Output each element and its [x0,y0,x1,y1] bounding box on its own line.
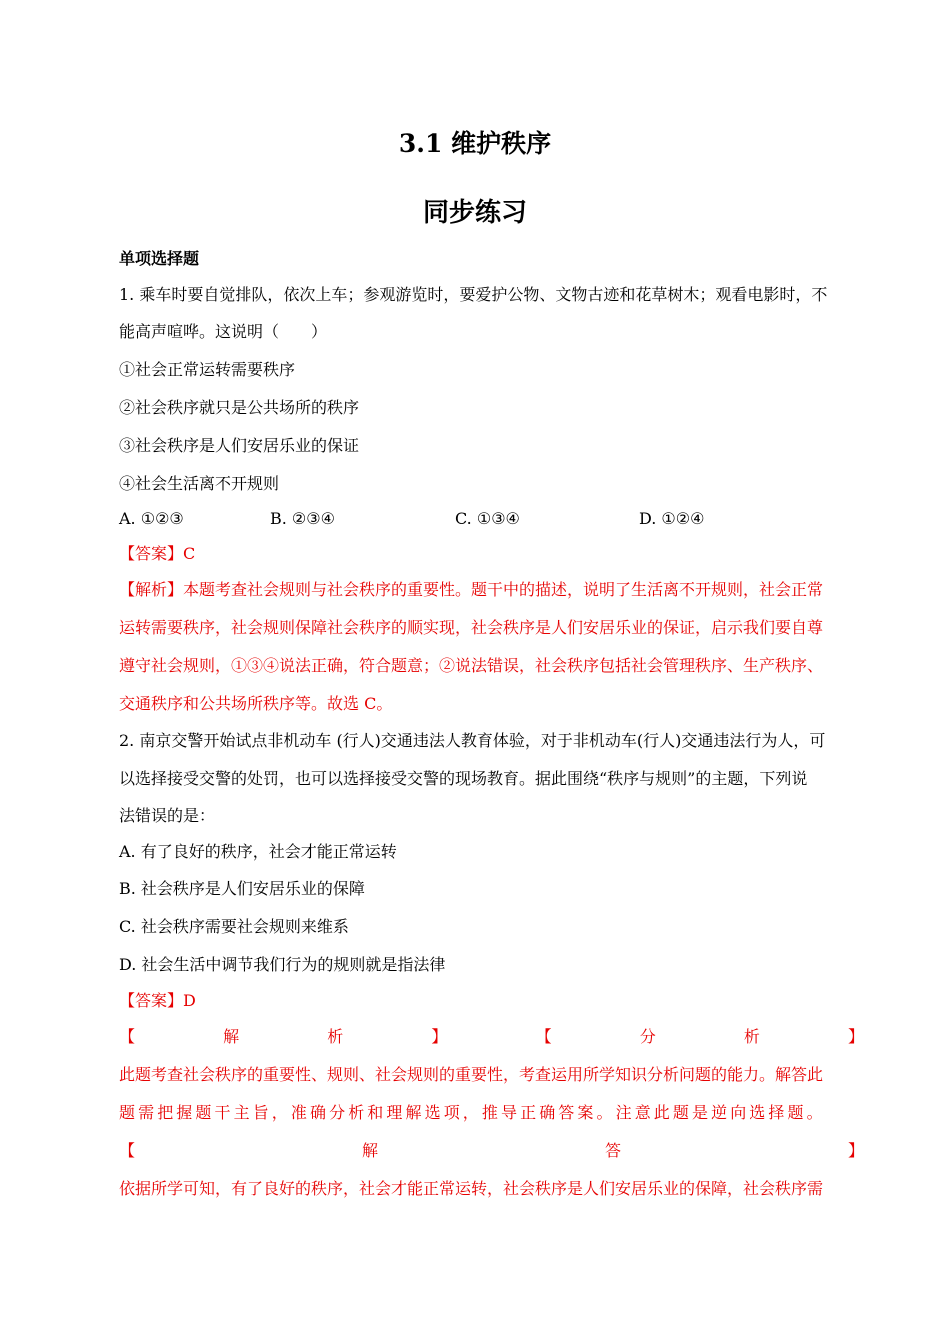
q1-answer: 【答案】C [119,544,196,563]
q2-analysis-line-1: 此题考查社会秩序的重要性、规则、社会规则的重要性，考查运用所学知识分析问题的能力。解答此 [119,1065,824,1084]
q1-item-2: ②社会秩序就只是公共场所的秩序 [119,398,360,417]
q2-stem-line-2: 以选择接受交警的处罚，也可以选择接受交警的现场教育。据此围绕“秩序与规则”的主题，下列说 [119,769,808,788]
q1-item-1: ①社会正常运转需要秩序 [119,360,296,379]
heading-char: 答 [604,1141,621,1160]
bracket-close: 】 [431,1027,448,1046]
q1-option-a: A. ①②③ [119,509,184,528]
q1-analysis-line-3: 遵守社会规则，①③④说法正确，符合题意；②说法错误，社会秩序包括社会管理秩序、生产秩序、 [119,656,824,675]
q2-option-a: A. 有了良好的秩序，社会才能正常运转 [119,842,397,861]
q1-option-c: C. ①③④ [455,509,520,528]
q2-answer: 【答案】D [119,991,196,1010]
bracket-open: 【 [535,1027,552,1046]
heading-char: 分 [639,1027,656,1046]
heading-char: 析 [743,1027,760,1046]
q1-analysis-line-4: 交通秩序和公共场所秩序等。故选 C。 [119,694,393,713]
q2-solution-line-1: 依据所学可知，有了良好的秩序，社会才能正常运转，社会秩序是人们安居乐业的保障，社会秩序需 [119,1179,824,1198]
heading-char: 解 [223,1027,240,1046]
q1-stem-line-1: 1. 乘车时要自觉排队，依次上车；参观游览时，要爱护公物、文物古迹和花草树木；观看电影时，不 [119,285,828,304]
q2-option-d: D. 社会生活中调节我们行为的规则就是指法律 [119,955,446,974]
heading-char: 解 [361,1141,378,1160]
page-title: 3.1 维护秩序 [398,129,552,158]
page-subtitle: 同步练习 [422,198,527,228]
bracket-close: 】 [847,1141,864,1160]
q1-item-4: ④社会生活离不开规则 [119,474,280,493]
q1-option-b: B. ②③④ [270,509,335,528]
q1-analysis-line-2: 运转需要秩序，社会规则保障社会秩序的顺实现，社会秩序是人们安居乐业的保证，启示我们要自尊 [119,618,824,637]
bracket-close: 】 [847,1027,864,1046]
bracket-open: 【 [119,1027,136,1046]
q2-option-b: B. 社会秩序是人们安居乐业的保障 [119,879,365,898]
q2-option-c: C. 社会秩序需要社会规则来维系 [119,917,349,936]
q2-analysis-heading [119,1026,864,1048]
q2-analysis-line-2 [119,1102,864,1124]
heading-char: 析 [327,1027,344,1046]
q1-option-d: D. ①②④ [639,509,705,528]
q2-stem-line-1: 2. 南京交警开始试点非机动车 (行人)交通违法人教育体验，对于非机动车(行人)交通违法行为人，可 [119,731,826,750]
q1-stem-line-2: 能高声喧哗。这说明（ ） [119,322,328,341]
q2-analysis-line-2-text: 题需把握题干主旨，准确分析和理解选项，推导正确答案。注意此题是逆向选择题。 [119,1103,826,1122]
q2-solution-heading [119,1140,864,1162]
q1-item-3: ③社会秩序是人们安居乐业的保证 [119,436,360,455]
q2-stem-line-3: 法错误的是： [119,806,216,825]
bracket-open: 【 [119,1141,136,1160]
section-heading: 单项选择题 [119,249,200,268]
q1-analysis-line-1: 【解析】本题考查社会规则与社会秩序的重要性。题干中的描述，说明了生活离不开规则，社会正常 [119,580,824,599]
